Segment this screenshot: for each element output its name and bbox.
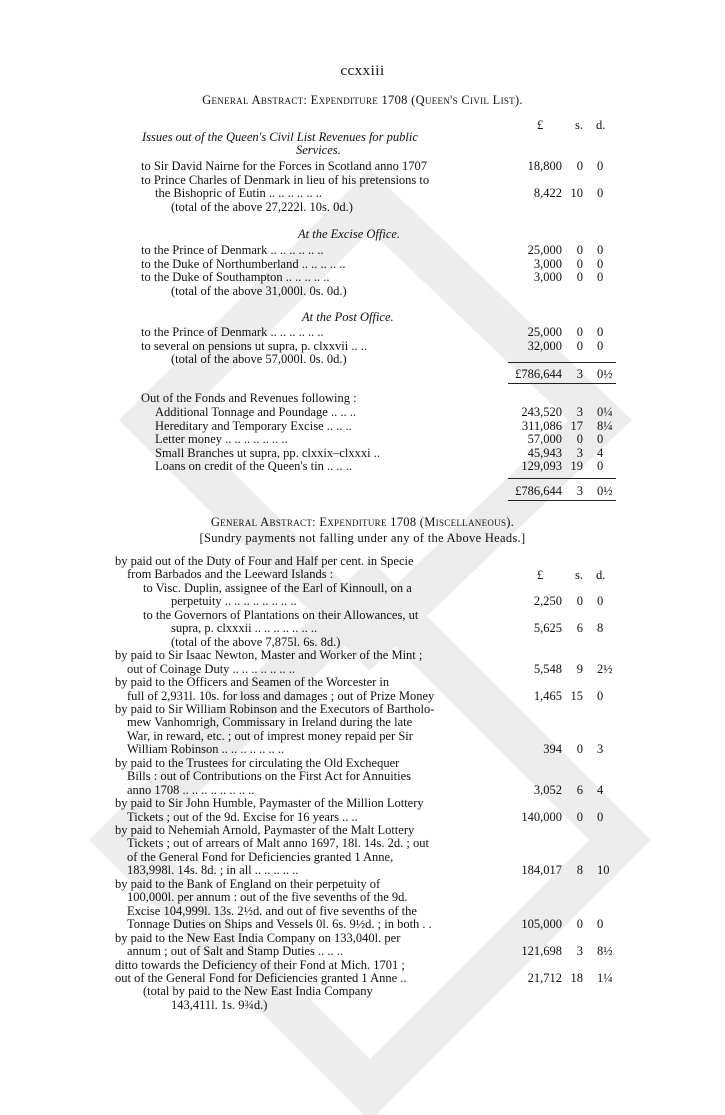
fonds-row-pounds: 311,086 — [521, 418, 562, 433]
misc-line-pounds: 5,548 — [533, 661, 562, 676]
misc-line-pence: 4 — [597, 782, 604, 797]
col-head-shillings-2: s. — [575, 568, 583, 582]
misc-line-pence: 8½ — [597, 944, 613, 959]
fonds-row-pence: 8¼ — [597, 418, 613, 433]
misc-line: by paid to the Bank of England on their perpetuity of — [115, 876, 381, 891]
col-head-pence-2: d. — [596, 568, 606, 582]
misc-line: (total by paid to the New East India Company — [143, 984, 373, 999]
misc-line-shillings: 0 — [576, 809, 583, 824]
civil-list-row-pounds: 18,800 — [527, 159, 562, 173]
excise-row-pence: 0 — [597, 256, 604, 271]
fonds-row-pounds: 45,943 — [527, 445, 562, 460]
fonds-row-pence: 0 — [597, 432, 604, 446]
total-2-shillings: 3 — [576, 484, 583, 498]
fonds-row-pounds: 129,093 — [521, 459, 562, 473]
excise-row: to the Duke of Northumberland .. .. .. .. .. — [141, 256, 346, 271]
total-rule-2b — [508, 500, 616, 501]
misc-line: William Robinson .. .. .. .. .. .. .. — [127, 742, 285, 757]
excise-row: (total of the above 31,000l. 0s. 0d.) — [171, 283, 347, 298]
fonds-row-shillings: 19 — [570, 459, 583, 473]
total-rule-1 — [508, 362, 616, 363]
intro-line-1: Issues out of the Queen's Civil List Revenues for public — [142, 130, 418, 144]
civil-list-row-pounds: 8,422 — [533, 186, 562, 200]
misc-line: annum ; out of Salt and Stamp Duties .. .. .. — [127, 944, 343, 959]
civil-list-row-pence: 0 — [597, 186, 604, 200]
page-folio: ccxxiii — [340, 63, 385, 79]
misc-line: by paid to the New East India Company on 133,040l. per — [115, 930, 401, 945]
misc-line: to the Governors of Plantations on their Allowances, ut — [143, 607, 419, 622]
misc-line-pence: 0 — [597, 809, 604, 824]
col-head-pounds-2: £ — [537, 568, 544, 582]
misc-line-pence: 2½ — [597, 661, 613, 676]
fonds-row: Small Branches ut supra, pp. clxxix–clxxxi .. — [155, 445, 380, 460]
excise-row-shillings: 0 — [576, 270, 583, 284]
fonds-row-pounds: 57,000 — [527, 432, 562, 446]
misc-line: full of 2,931l. 10s. for loss and damages ; out of Prize Money — [127, 688, 435, 703]
fonds-row-pence: 4 — [597, 445, 604, 460]
total-rule-1b — [508, 383, 616, 384]
total-1-shillings: 3 — [576, 367, 583, 381]
fonds-row: Additional Tonnage and Poundage .. .. .. — [155, 405, 356, 419]
civil-list-row: the Bishopric of Eutin .. .. .. .. .. .. — [155, 186, 322, 200]
total-2-pounds: £786,644 — [515, 484, 562, 498]
col-head-shillings: s. — [575, 118, 583, 132]
misc-line: ditto towards the Deficiency of their Fond at Mich. 1701 ; — [115, 957, 405, 972]
section2-subheading: [Sundry payments not falling under any of the Above Heads.] — [199, 531, 526, 545]
misc-line: perpetuity .. .. .. .. .. .. .. .. — [171, 594, 297, 609]
col-head-pence: d. — [596, 118, 606, 132]
post-office-row-pounds: 32,000 — [527, 338, 562, 353]
excise-row-shillings: 0 — [576, 256, 583, 271]
civil-list-row: (total of the above 27,222l. 10s. 0d.) — [171, 199, 353, 214]
misc-line-pounds: 105,000 — [521, 917, 562, 932]
fonds-row: Loans on credit of the Queen's tin .. .. .. — [155, 459, 352, 473]
misc-line: from Barbados and the Leeward Islands : — [127, 567, 334, 582]
misc-line-shillings: 8 — [576, 863, 583, 878]
misc-line-pounds: 21,712 — [527, 970, 562, 985]
misc-line: by paid to Sir William Robinson and the Executors of Bartholo- — [115, 701, 435, 716]
misc-line-shillings: 0 — [576, 594, 583, 609]
post-office-row-shillings: 0 — [576, 338, 583, 353]
excise-row-shillings: 0 — [576, 243, 583, 257]
misc-line-pounds: 3,052 — [533, 782, 562, 797]
misc-line: Bills : out of Contributions on the First Act for Annuities — [127, 769, 412, 784]
fonds-row: Letter money .. .. .. .. .. .. .. — [155, 432, 288, 446]
misc-line: by paid out of the Duty of Four and Half per cent. in Specie — [115, 554, 414, 568]
misc-line-pence: 0 — [597, 917, 604, 932]
misc-line: of the General Fond for Deficiencies granted 1 Anne, — [127, 849, 394, 864]
misc-line: 143,411l. 1s. 9¾d.) — [171, 997, 268, 1012]
excise-row-pence: 0 — [597, 270, 604, 284]
section1-heading: General Abstract: Expenditure 1708 (Queen's Civil List). — [202, 93, 523, 107]
misc-line-shillings: 18 — [570, 970, 583, 985]
misc-line-pounds: 394 — [543, 742, 562, 757]
post-office-row-pence: 0 — [597, 338, 604, 353]
excise-row: to the Duke of Southampton .. .. .. .. .. — [141, 270, 330, 284]
misc-line: Excise 104,999l. 13s. 2½d. and out of five sevenths of the — [127, 903, 417, 918]
misc-line: by paid to Sir John Humble, Paymaster of the Million Lottery — [115, 796, 424, 811]
misc-line: by paid to Sir Isaac Newton, Master and Worker of the Mint ; — [115, 648, 423, 663]
excise-row-pounds: 3,000 — [533, 256, 562, 271]
excise-office-heading: At the Excise Office. — [298, 227, 401, 241]
misc-line: by paid to the Officers and Seamen of the Worcester in — [115, 675, 390, 690]
post-office-row: to the Prince of Denmark .. .. .. .. .. .. — [141, 325, 324, 339]
fonds-row-shillings: 3 — [576, 405, 583, 419]
misc-line-shillings: 3 — [576, 944, 583, 959]
misc-line: War, in reward, etc. ; out of imprest money repaid per Sir — [127, 728, 413, 743]
post-office-row: (total of the above 57,000l. 0s. 0d.) — [171, 352, 347, 366]
misc-line-pence: 1¼ — [597, 970, 613, 985]
excise-row-pounds: 25,000 — [527, 243, 562, 257]
misc-line-pounds: 1,465 — [533, 688, 562, 703]
misc-line: 183,998l. 14s. 8d. ; in all .. .. .. .. .. — [127, 863, 299, 878]
fonds-row-shillings: 3 — [576, 445, 583, 460]
misc-line-shillings: 0 — [576, 742, 583, 757]
misc-line: to Visc. Duplin, assignee of the Earl of Kinnoull, on a — [143, 580, 412, 595]
total-2-pence: 0½ — [597, 484, 613, 498]
civil-list-row: to Prince Charles of Denmark in lieu of his pretensions to — [141, 172, 430, 187]
misc-line: Tonnage Duties on Ships and Vessels 0l. 6s. 9½d. ; in both . . — [127, 917, 432, 932]
section2-heading: General Abstract: Expenditure 1708 (Miscellaneous). — [210, 515, 515, 529]
excise-row-pence: 0 — [597, 243, 604, 257]
misc-line-pounds: 184,017 — [521, 863, 562, 878]
post-office-row-pounds: 25,000 — [527, 325, 562, 339]
post-office-row: to several on pensions ut supra, p. clxxvii .. .. — [141, 338, 368, 353]
fonds-row-shillings: 17 — [570, 418, 583, 433]
misc-line-pence: 3 — [597, 742, 604, 757]
civil-list-row-shillings: 10 — [570, 186, 583, 200]
misc-line-pence: 0 — [597, 688, 604, 703]
misc-line-pence: 10 — [597, 863, 610, 878]
misc-line: out of the General Fond for Deficiencies granted 1 Anne .. — [115, 970, 407, 985]
civil-list-row-shillings: 0 — [576, 159, 583, 173]
post-office-row-shillings: 0 — [576, 325, 583, 339]
civil-list-row-pence: 0 — [597, 159, 604, 173]
misc-line-pounds: 121,698 — [521, 944, 562, 959]
fonds-row-shillings: 0 — [576, 432, 583, 446]
post-office-heading: At the Post Office. — [302, 310, 394, 324]
fonds-row-pence: 0¼ — [597, 405, 613, 419]
fonds-heading: Out of the Fonds and Revenues following : — [141, 391, 357, 405]
total-rule-2 — [508, 478, 616, 479]
total-1-pounds: £786,644 — [515, 367, 562, 381]
fonds-row-pounds: 243,520 — [521, 405, 562, 419]
excise-row: to the Prince of Denmark .. .. .. .. .. .. — [141, 243, 324, 257]
col-head-pounds: £ — [537, 118, 544, 132]
misc-line-shillings: 0 — [576, 917, 583, 932]
misc-line: supra, p. clxxxii .. .. .. .. .. .. .. — [171, 621, 318, 636]
misc-line: anno 1708 .. .. .. .. .. .. .. .. — [127, 782, 255, 797]
misc-line-pence: 0 — [597, 594, 604, 609]
misc-line-shillings: 9 — [576, 661, 583, 676]
misc-line-shillings: 6 — [576, 621, 583, 636]
fonds-row: Hereditary and Temporary Excise .. .. .. — [155, 418, 352, 433]
intro-line-2: Services. — [296, 143, 341, 157]
misc-line-shillings: 15 — [570, 688, 583, 703]
post-office-row-pence: 0 — [597, 325, 604, 339]
misc-line-pounds: 5,625 — [533, 621, 562, 636]
misc-line: by paid to the Trustees for circulating the Old Exchequer — [115, 755, 400, 770]
misc-line: out of Coinage Duty .. .. .. .. .. .. .. — [127, 661, 296, 676]
fonds-row-pence: 0 — [597, 459, 604, 473]
misc-line: by paid to Nehemiah Arnold, Paymaster of the Malt Lottery — [115, 823, 415, 837]
misc-line-pounds: 140,000 — [521, 809, 562, 824]
excise-row-pounds: 3,000 — [533, 270, 562, 284]
misc-line-pounds: 2,250 — [533, 594, 562, 609]
misc-line: Tickets ; out of the 9d. Excise for 16 years .. .. — [127, 809, 358, 824]
civil-list-row: to Sir David Nairne for the Forces in Scotland anno 1707 — [141, 159, 428, 173]
misc-line: (total of the above 7,875l. 6s. 8d.) — [171, 634, 341, 649]
misc-line: 100,000l. per annum : out of the five sevenths of the 9d. — [127, 890, 408, 905]
misc-line: Tickets ; out of arrears of Malt anno 1697, 18l. 14s. 2d. ; out — [127, 836, 429, 851]
total-1-pence: 0½ — [597, 367, 613, 381]
misc-line-shillings: 6 — [576, 782, 583, 797]
misc-line: mew Vanhomrigh, Commissary in Ireland during the late — [127, 715, 413, 730]
misc-line-pence: 8 — [597, 621, 604, 636]
